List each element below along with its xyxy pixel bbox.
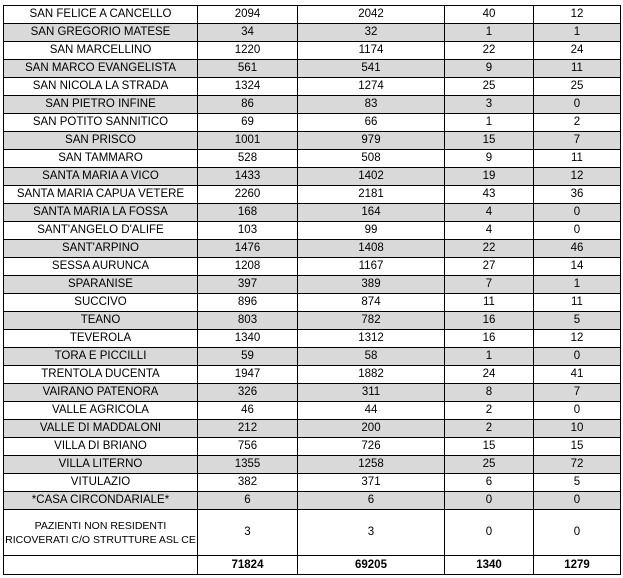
value-cell-1: 212 bbox=[198, 420, 298, 438]
value-cell-3: 8 bbox=[445, 384, 534, 402]
value-cell-3: 27 bbox=[445, 258, 534, 276]
table-row bbox=[4, 438, 621, 456]
value-cell-3: 25 bbox=[445, 456, 534, 474]
total-cell-1: 71824 bbox=[198, 556, 298, 575]
table-row bbox=[4, 168, 621, 186]
value-cell-3: 3 bbox=[445, 96, 534, 114]
value-cell-1: 382 bbox=[198, 474, 298, 492]
value-cell-4: 46 bbox=[534, 240, 621, 258]
table-row bbox=[4, 366, 621, 384]
value-cell-4: 0 bbox=[534, 222, 621, 240]
value-cell-2: 1174 bbox=[298, 42, 445, 60]
value-cell-4: 72 bbox=[534, 456, 621, 474]
municipality-cell: SAN NICOLA LA STRADA bbox=[4, 78, 198, 96]
value-cell-3: 2 bbox=[445, 402, 534, 420]
table-row bbox=[4, 204, 621, 222]
value-cell-4: 0 bbox=[534, 204, 621, 222]
value-cell-1: 59 bbox=[198, 348, 298, 366]
value-cell-4: 15 bbox=[534, 438, 621, 456]
value-cell-4: 1 bbox=[534, 276, 621, 294]
value-cell-3: 9 bbox=[445, 60, 534, 78]
value-cell-2: 726 bbox=[298, 438, 445, 456]
value-cell-3: 22 bbox=[445, 240, 534, 258]
municipality-cell: SESSA AURUNCA bbox=[4, 258, 198, 276]
value-cell-3: 4 bbox=[445, 204, 534, 222]
value-cell-1: 2094 bbox=[198, 6, 298, 24]
value-cell-4: 25 bbox=[534, 78, 621, 96]
table-row bbox=[4, 294, 621, 312]
value-cell-2: 541 bbox=[298, 60, 445, 78]
value-cell-4: 7 bbox=[534, 132, 621, 150]
table-row bbox=[4, 114, 621, 132]
value-cell-2: 200 bbox=[298, 420, 445, 438]
table-row bbox=[4, 96, 621, 114]
table-row bbox=[4, 42, 621, 60]
municipality-cell: TEANO bbox=[4, 312, 198, 330]
municipality-cell: SUCCIVO bbox=[4, 294, 198, 312]
value-cell-3: 24 bbox=[445, 366, 534, 384]
municipality-cell: *CASA CIRCONDARIALE* bbox=[4, 492, 198, 510]
value-cell-2: 389 bbox=[298, 276, 445, 294]
value-cell-2: 58 bbox=[298, 348, 445, 366]
value-cell-1: 397 bbox=[198, 276, 298, 294]
value-cell-3: 6 bbox=[445, 474, 534, 492]
municipality-cell: SANT'ARPINO bbox=[4, 240, 198, 258]
value-cell-3: 1 bbox=[445, 114, 534, 132]
table-row bbox=[4, 150, 621, 168]
table-row bbox=[4, 420, 621, 438]
value-cell-4: 0 bbox=[534, 510, 621, 556]
table-row bbox=[4, 132, 621, 150]
table-row bbox=[4, 384, 621, 402]
value-cell-4: 11 bbox=[534, 150, 621, 168]
value-cell-2: 1312 bbox=[298, 330, 445, 348]
municipality-cell: SAN GREGORIO MATESE bbox=[4, 24, 198, 42]
value-cell-4: 41 bbox=[534, 366, 621, 384]
value-cell-4: 0 bbox=[534, 348, 621, 366]
value-cell-2: 782 bbox=[298, 312, 445, 330]
value-cell-4: 24 bbox=[534, 42, 621, 60]
value-cell-1: 756 bbox=[198, 438, 298, 456]
value-cell-2: 2042 bbox=[298, 6, 445, 24]
table-row bbox=[4, 276, 621, 294]
value-cell-2: 1882 bbox=[298, 366, 445, 384]
total-cell-3: 1340 bbox=[445, 556, 534, 575]
value-cell-3: 16 bbox=[445, 330, 534, 348]
municipality-cell: SPARANISE bbox=[4, 276, 198, 294]
value-cell-3: 2 bbox=[445, 420, 534, 438]
table-row bbox=[4, 240, 621, 258]
municipality-cell: SANT'ANGELO D'ALIFE bbox=[4, 222, 198, 240]
value-cell-1: 1476 bbox=[198, 240, 298, 258]
value-cell-4: 14 bbox=[534, 258, 621, 276]
table-row bbox=[4, 258, 621, 276]
value-cell-4: 2 bbox=[534, 114, 621, 132]
municipality-cell: VITULAZIO bbox=[4, 474, 198, 492]
value-cell-1: 3 bbox=[198, 510, 298, 556]
value-cell-1: 528 bbox=[198, 150, 298, 168]
municipality-cell: VILLA DI BRIANO bbox=[4, 438, 198, 456]
value-cell-1: 69 bbox=[198, 114, 298, 132]
table-row bbox=[4, 78, 621, 96]
value-cell-3: 7 bbox=[445, 276, 534, 294]
value-cell-3: 0 bbox=[445, 492, 534, 510]
value-cell-3: 25 bbox=[445, 78, 534, 96]
municipality-cell: VALLE AGRICOLA bbox=[4, 402, 198, 420]
table-row bbox=[4, 24, 621, 42]
value-cell-4: 5 bbox=[534, 474, 621, 492]
municipality-cell: SANTA MARIA A VICO bbox=[4, 168, 198, 186]
value-cell-2: 164 bbox=[298, 204, 445, 222]
municipality-cell: SANTA MARIA LA FOSSA bbox=[4, 204, 198, 222]
value-cell-2: 1167 bbox=[298, 258, 445, 276]
table-body bbox=[4, 6, 621, 575]
table-row bbox=[4, 6, 621, 24]
covid-data-table bbox=[3, 5, 621, 575]
value-cell-4: 12 bbox=[534, 168, 621, 186]
table-row bbox=[4, 60, 621, 78]
value-cell-1: 2260 bbox=[198, 186, 298, 204]
value-cell-1: 1001 bbox=[198, 132, 298, 150]
value-cell-3: 1 bbox=[445, 24, 534, 42]
municipality-cell: VAIRANO PATENORA bbox=[4, 384, 198, 402]
value-cell-4: 5 bbox=[534, 312, 621, 330]
municipality-cell: SAN MARCO EVANGELISTA bbox=[4, 60, 198, 78]
value-cell-1: 1947 bbox=[198, 366, 298, 384]
value-cell-2: 99 bbox=[298, 222, 445, 240]
municipality-cell: TORA E PICCILLI bbox=[4, 348, 198, 366]
municipality-cell: SAN POTITO SANNITICO bbox=[4, 114, 198, 132]
value-cell-4: 11 bbox=[534, 60, 621, 78]
table-row bbox=[4, 186, 621, 204]
value-cell-2: 66 bbox=[298, 114, 445, 132]
value-cell-1: 1340 bbox=[198, 330, 298, 348]
value-cell-1: 46 bbox=[198, 402, 298, 420]
municipality-cell: SAN MARCELLINO bbox=[4, 42, 198, 60]
value-cell-2: 83 bbox=[298, 96, 445, 114]
value-cell-2: 32 bbox=[298, 24, 445, 42]
total-cell-2: 69205 bbox=[298, 556, 445, 575]
value-cell-3: 15 bbox=[445, 438, 534, 456]
municipality-cell: SANTA MARIA CAPUA VETERE bbox=[4, 186, 198, 204]
table-row bbox=[4, 312, 621, 330]
value-cell-2: 311 bbox=[298, 384, 445, 402]
value-cell-1: 326 bbox=[198, 384, 298, 402]
value-cell-2: 1402 bbox=[298, 168, 445, 186]
value-cell-2: 874 bbox=[298, 294, 445, 312]
table-row bbox=[4, 348, 621, 366]
value-cell-4: 11 bbox=[534, 294, 621, 312]
value-cell-3: 0 bbox=[445, 510, 534, 556]
value-cell-2: 6 bbox=[298, 492, 445, 510]
value-cell-2: 3 bbox=[298, 510, 445, 556]
value-cell-4: 36 bbox=[534, 186, 621, 204]
totals-row bbox=[4, 556, 621, 575]
totals-label-cell bbox=[4, 556, 198, 575]
table-row bbox=[4, 330, 621, 348]
municipality-cell: TRENTOLA DUCENTA bbox=[4, 366, 198, 384]
municipality-cell: VILLA LITERNO bbox=[4, 456, 198, 474]
value-cell-1: 86 bbox=[198, 96, 298, 114]
municipality-cell: SAN FELICE A CANCELLO bbox=[4, 6, 198, 24]
value-cell-4: 0 bbox=[534, 96, 621, 114]
value-cell-1: 1324 bbox=[198, 78, 298, 96]
value-cell-3: 9 bbox=[445, 150, 534, 168]
municipality-cell: TEVEROLA bbox=[4, 330, 198, 348]
municipality-cell: SAN PRISCO bbox=[4, 132, 198, 150]
value-cell-4: 0 bbox=[534, 492, 621, 510]
value-cell-3: 22 bbox=[445, 42, 534, 60]
value-cell-1: 6 bbox=[198, 492, 298, 510]
value-cell-2: 44 bbox=[298, 402, 445, 420]
table-row bbox=[4, 402, 621, 420]
value-cell-1: 34 bbox=[198, 24, 298, 42]
value-cell-3: 4 bbox=[445, 222, 534, 240]
value-cell-4: 0 bbox=[534, 402, 621, 420]
value-cell-3: 40 bbox=[445, 6, 534, 24]
value-cell-1: 1208 bbox=[198, 258, 298, 276]
value-cell-1: 1433 bbox=[198, 168, 298, 186]
value-cell-2: 2181 bbox=[298, 186, 445, 204]
value-cell-3: 16 bbox=[445, 312, 534, 330]
table-row bbox=[4, 222, 621, 240]
value-cell-1: 896 bbox=[198, 294, 298, 312]
value-cell-2: 1274 bbox=[298, 78, 445, 96]
value-cell-3: 43 bbox=[445, 186, 534, 204]
value-cell-1: 803 bbox=[198, 312, 298, 330]
value-cell-4: 12 bbox=[534, 330, 621, 348]
value-cell-1: 1355 bbox=[198, 456, 298, 474]
value-cell-4: 12 bbox=[534, 6, 621, 24]
value-cell-2: 508 bbox=[298, 150, 445, 168]
value-cell-2: 371 bbox=[298, 474, 445, 492]
value-cell-2: 1258 bbox=[298, 456, 445, 474]
value-cell-1: 103 bbox=[198, 222, 298, 240]
value-cell-1: 168 bbox=[198, 204, 298, 222]
table-row bbox=[4, 510, 621, 556]
value-cell-4: 10 bbox=[534, 420, 621, 438]
table-row bbox=[4, 492, 621, 510]
total-cell-4: 1279 bbox=[534, 556, 621, 575]
value-cell-2: 1408 bbox=[298, 240, 445, 258]
value-cell-4: 7 bbox=[534, 384, 621, 402]
value-cell-3: 1 bbox=[445, 348, 534, 366]
value-cell-4: 1 bbox=[534, 24, 621, 42]
municipality-cell: VALLE DI MADDALONI bbox=[4, 420, 198, 438]
value-cell-3: 19 bbox=[445, 168, 534, 186]
value-cell-1: 561 bbox=[198, 60, 298, 78]
municipality-cell: PAZIENTI NON RESIDENTI RICOVERATI C/O STRUTTURE ASL CE bbox=[4, 510, 198, 556]
municipality-cell: SAN TAMMARO bbox=[4, 150, 198, 168]
value-cell-1: 1220 bbox=[198, 42, 298, 60]
table-row bbox=[4, 474, 621, 492]
value-cell-3: 15 bbox=[445, 132, 534, 150]
table-row bbox=[4, 456, 621, 474]
value-cell-2: 979 bbox=[298, 132, 445, 150]
value-cell-3: 11 bbox=[445, 294, 534, 312]
municipality-cell: SAN PIETRO INFINE bbox=[4, 96, 198, 114]
